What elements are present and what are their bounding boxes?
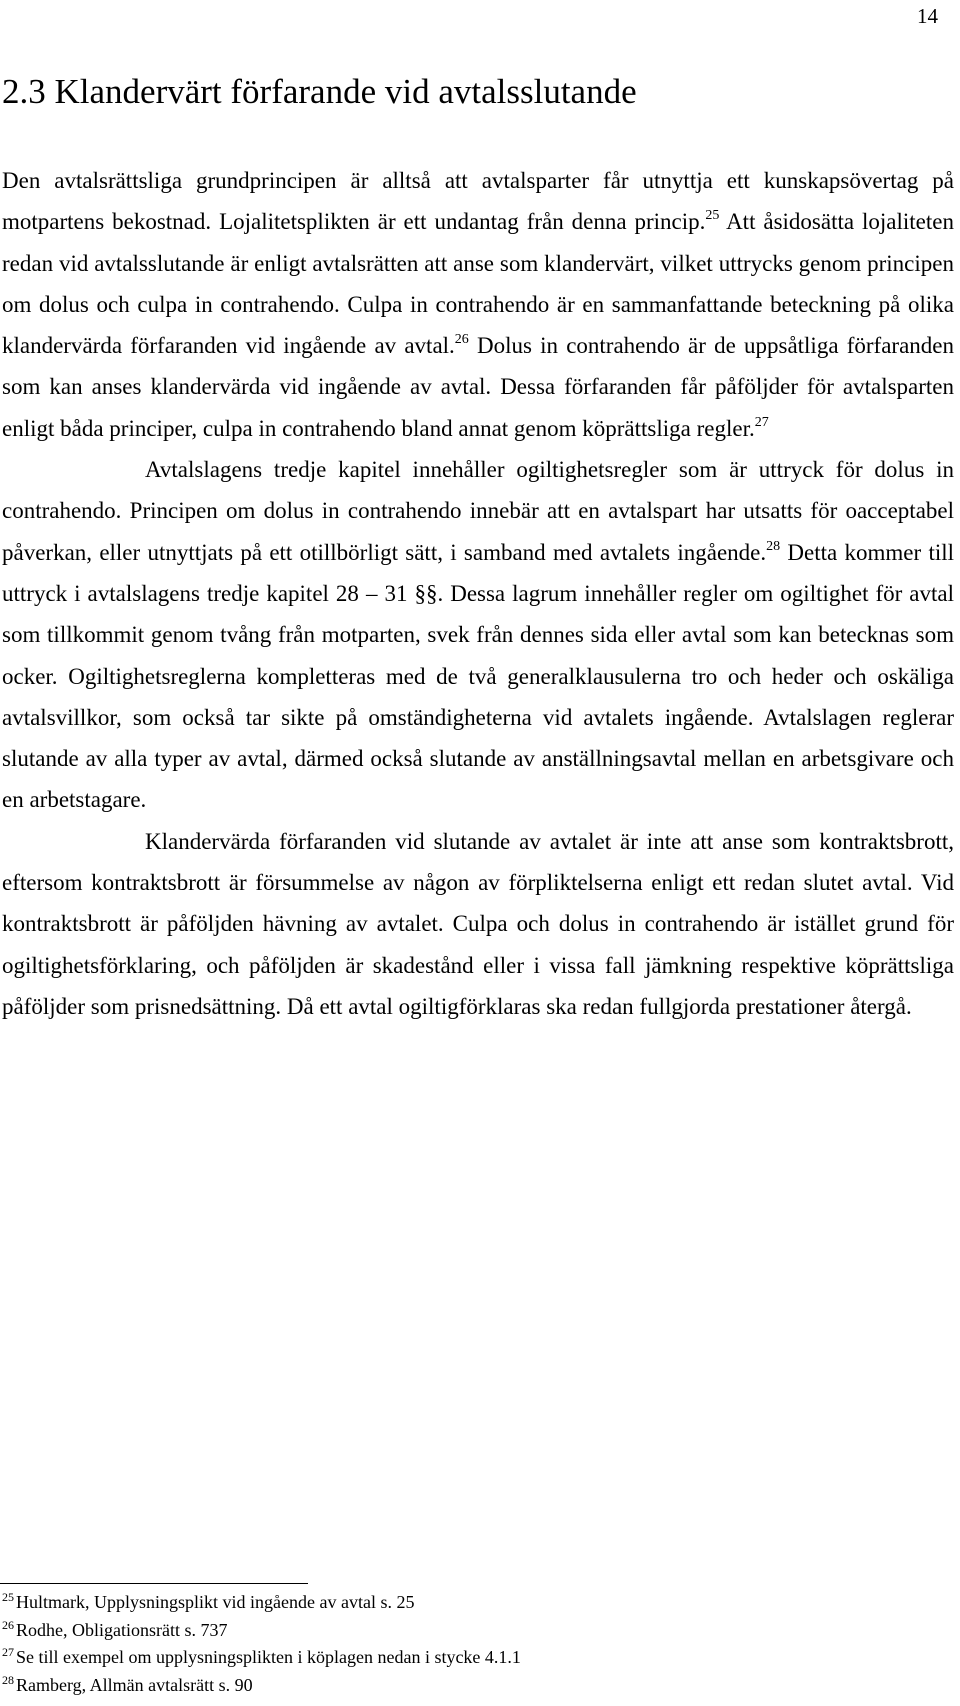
footnote-reference: 27 [754,414,769,430]
paragraph-text: Dolus in contrahendo är de uppsåtliga förfaranden som kan anses klandervärda vid ingående av avtal. Dessa förfaranden får påföljder för avtalsparten enligt båda principer, culpa in contrahendo bland annat genom köprättsliga regler. [2,333,954,441]
footnote-number: 25 [2,1590,14,1604]
footnote-number: 28 [2,1672,14,1687]
footnote-text: Se till exempel om upplysningsplikten i köplagen nedan i stycke 4.1.1 [16,1647,521,1667]
footnote-number: 27 [2,1645,14,1659]
paragraph [2,821,954,1027]
paragraph-text: Detta kommer till uttryck i avtalslagens tredje kapitel 28 – 31 §§. Dessa lagrum innehåller regler om ogiltighet för avtal som tillkommit genom tvång från motparten, svek från dennes sida eller avtal som kan betecknas som ocker. Ogiltighetsreglerna kompletteras med de två generalklausulerna tro och heder och oskäliga avtalsvillkor, som också tar sikte på omständigheterna vid avtalets ingående. Avtalslagen reglerar slutande av alla typer av avtal, därmed också slutande av anställningsavtal mellan en arbetsgivare och en arbetstagare. [2,539,954,813]
footnote-reference: 26 [454,332,469,348]
paragraph [2,160,954,449]
footnote-divider [0,1583,308,1584]
paragraph-text: Den avtalsrättsliga grundprincipen är alltså att avtalsparter får utnyttja ett kunskapsövertag på motpartens bekostnad. Lojalitetsplikten är ett undantag från denna princip. [2,168,954,235]
footnote [2,1672,942,1700]
footnote [2,1644,942,1672]
paragraph-text: Avtalslagens tredje kapitel innehåller ogiltighetsregler som är uttryck för dolus in contrahendo. Principen om dolus in contrahendo innebär att en avtalspart har utsatts för oacceptabel påverkan, eller utnyttjats på ett otillbörligt sätt, i samband med avtalets ingående. [2,457,954,565]
paragraph-text: Att åsidosätta lojaliteten redan vid avtalsslutande är enligt avtalsrätten att anse som klandervärt, vilket uttrycks genom principen om dolus och culpa in contrahendo. Culpa in contrahendo är en sammanfattande beteckning på olika klandervärda förfaranden vid ingående av avtal. [2,209,954,359]
footnote-text: Rodhe, Obligationsrätt s. 737 [16,1619,228,1640]
footnote-text: Ramberg, Allmän avtalsrätt s. 90 [16,1674,253,1695]
footnote [2,1617,942,1645]
footnote-reference: 25 [705,208,720,224]
paragraph [2,449,954,821]
footnote-text: Hultmark, Upplysningsplikt vid ingående av avtal s. 25 [16,1592,415,1612]
footnote-reference: 28 [766,538,781,554]
footnote [2,1589,942,1617]
page-number: 14 [917,4,938,28]
footnote-number: 26 [2,1617,14,1632]
footnotes [2,1589,942,1699]
paragraph-text: Klandervärda förfaranden vid slutande av avtalet är inte att anse som kontraktsbrott, eftersom kontraktsbrott är försummelse av någon av förpliktelserna enligt ett redan slutet avtal. Vid kontraktsbrott är påföljden hävning av avtalet. Culpa och dolus in contrahendo är istället grund för ogiltighetsförklaring, och påföljden är skadestånd eller i vissa fall jämkning respektive köprättsliga påföljder som prisnedsättning. Då ett avtal ogiltigförklaras ska redan fullgjorda prestationer återgå. [2,828,954,1019]
section-heading: 2.3 Klandervärt förfarande vid avtalsslutande [2,72,637,111]
body-text [2,160,954,1027]
